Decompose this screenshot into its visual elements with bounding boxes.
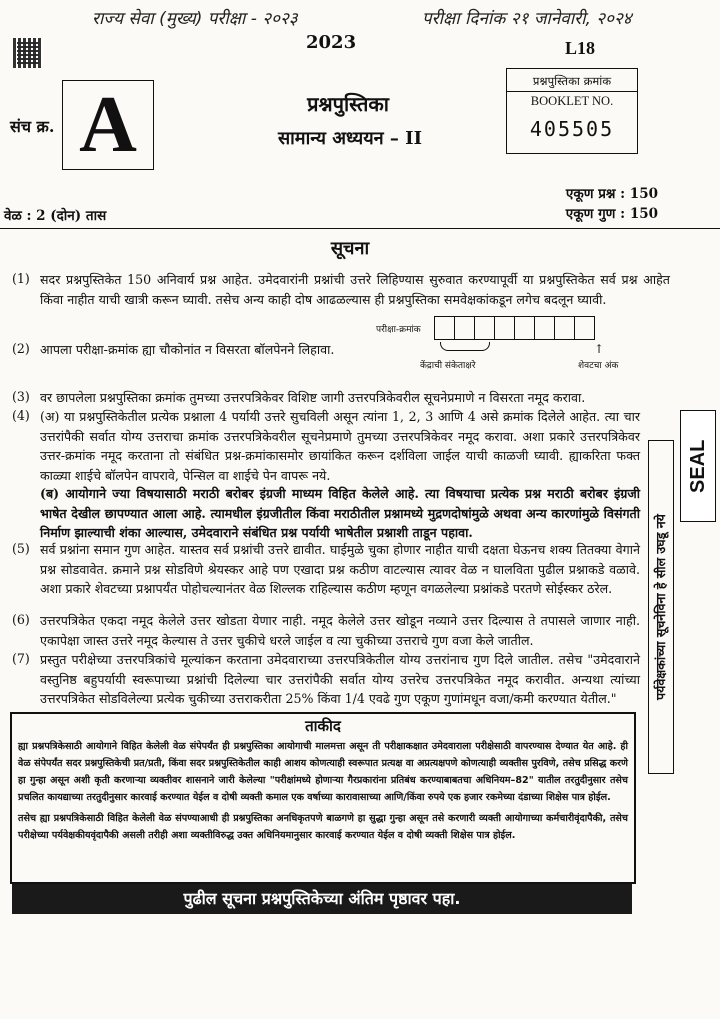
roll-digit-box[interactable] (574, 316, 595, 340)
booklet-no-label-en: BOOKLET NO. (507, 91, 637, 109)
warning-paragraph-2: तसेच ह्या प्रश्नपत्रिकेसाठी विहित केलेली वेळ संपण्याआधी ही प्रश्नपुस्तिका अनधिकृतपणे बाळगणे हा सुद्धा गुन्हा असून तसे करणारी व्यक्ती आयोगाच्या कर्मचारीवृंदापैकी, तसेच परीक्षेच्या पर्यवेक्षकीयवृंदापैकी असली तरीही अशा व्यक्तीविरुद्ध उक्त अधिनियमानुसार कारवाई करण्यात येईल व दोषी व्यक्ती शिक्षेस पात्र होईल. (18, 813, 628, 841)
brace (440, 342, 490, 351)
roll-number-boxes[interactable] (434, 316, 594, 340)
subject-title: सामान्य अध्ययन – II (277, 128, 423, 149)
item-number: (5) (12, 541, 30, 556)
roll-digit-box[interactable] (514, 316, 535, 340)
seal-box (680, 410, 716, 522)
booklet-title: प्रश्नपुस्तिका (307, 92, 389, 116)
last-digit-label: शेवटचा अंक (578, 361, 619, 371)
roll-box-label: परीक्षा-क्रमांक (376, 325, 421, 335)
item-number: (7) (12, 651, 30, 666)
handwritten-exam-date: परीक्षा दिनांक २१ जानेवारी, २०२४ (422, 9, 632, 29)
item-number: (6) (12, 612, 30, 627)
item-number: (3) (12, 389, 30, 404)
header-divider (0, 228, 720, 229)
set-letter-box (62, 80, 154, 170)
booklet-no-label-mr: प्रश्नपुस्तिका क्रमांक (532, 74, 612, 88)
set-letter: A (79, 81, 137, 169)
paper-code: L18 (565, 38, 596, 58)
roll-digit-box[interactable] (534, 316, 555, 340)
booklet-number: 405505 (529, 117, 615, 141)
instruction-item: वर छापलेला प्रश्नपुस्तिका क्रमांक तुमच्या उत्तरपत्रिकेवर विशिष्ट जागी उत्तरपत्रिकेवरील सूचनेप्रमाणे न विसरता नमूद करावा. (40, 390, 586, 405)
item-number: (4) (12, 408, 30, 423)
warning-heading: ताकीद (305, 717, 341, 735)
seal-warning-text: पर्यवेक्षकांच्या सूचनेविना हे सील उघडू नये (653, 514, 668, 700)
booklet-number-box (506, 68, 638, 154)
total-marks: एकूण गुण : 150 (565, 206, 658, 222)
roll-digit-box[interactable] (434, 316, 455, 340)
item-number: (2) (12, 341, 30, 356)
handwritten-exam-name: राज्य सेवा (मुख्य) परीक्षा - २०२३ (92, 9, 298, 29)
set-label: संच क्र. (10, 117, 55, 136)
time-duration: वेळ : 2 (दोन) तास (4, 208, 107, 224)
instruction-item: आपला परीक्षा-क्रमांक ह्या चौकोनांत न विसरता बॉलपेनने लिहावा. (40, 342, 335, 357)
roll-digit-box[interactable] (554, 316, 575, 340)
instruction-item: उत्तरपत्रिकेत एकदा नमूद केलेले उत्तर खोडता येणार नाही. नमूद केलेले उत्तर खोडून नव्याने उत्तर दिल्यास ते तपासले जाणार नाही. एकापेक्षा जास्त उत्तरे नमूद केल्यास ते उत्तर चुकीचे धरले जाईल व त्या चुकीच्या उत्तराचे गुण वजा केले जातील. (40, 613, 640, 648)
instruction-item: (अ) या प्रश्नपुस्तिकेतील प्रत्येक प्रश्नाला 4 पर्यायी उत्तरे सुचविली असून त्यांना 1, 2, 3 आणि 4 असे क्रमांक दिलेले आहेत. त्या चार उत्तरांपैकी सर्वात योग्य उत्तराचा क्रमांक उत्तरपत्रिकेवरील सूचनेप्रमाणे तुमच्या उत्तरपत्रिकेवर नमूद करावा. अशा प्रकारे उत्तरपत्रिकेवर उत्तर-क्रमांक नमूद करताना तो संबंधित प्रश्न-क्रमांकासमोर छायांकित करून दर्शविला जाईल याची काळजी घ्यावी. ह्याकरिता फक्त काळ्या शाईचे बॉलपेन वापरावे, पेन्सिल वा शाईचे पेन वापरू नये. (40, 409, 640, 483)
year: 2023 (306, 32, 357, 53)
roll-digit-box[interactable] (454, 316, 475, 340)
next-instructions-banner: पुढील सूचना प्रश्नपुस्तिकेच्या अंतिम पृष्ठावर पहा. (12, 884, 632, 914)
instruction-item: सर्व प्रश्नांना समान गुण आहेत. यास्तव सर्व प्रश्नांची उत्तरे द्यावीत. घाईमुळे चुका होणार नाहीत याची दक्षता घेऊनच शक्य तितक्या वेगाने प्रश्न सोडवावेत. क्रमाने प्रश्न सोडविणे श्रेयस्कर आहे पण एखादा प्रश्न कठीण वाटल्यास त्यावर वेळ न घालविता पुढील प्रश्नाकडे वळावे. अशा प्रकारे शेवटच्या प्रश्नापर्यंत पोहोचल्यानंतर वेळ शिल्लक राहिल्यास कठीण म्हणून वगळलेल्या प्रश्नांकडे परतणे सोईस्कर ठरेल. (40, 542, 640, 596)
arrow-up-icon: ↑ (594, 342, 605, 356)
centre-code-label: केंद्राची संकेताक्षरे (420, 361, 476, 371)
roll-digit-box[interactable] (494, 316, 515, 340)
instruction-item: (ब) आयोगाने ज्या विषयासाठी मराठी बरोबर इंग्रजी माध्यम विहित केलेले आहे. त्या विषयाचा प्रत्येक प्रश्न मराठी बरोबर इंग्रजी भाषेत देखील छापण्यात आला आहे. त्यामधील इंग्रजीतील किंवा मराठीतील प्रश्नामध्ये मुद्रणदोषांमुळे अथवा अन्य कारणांमुळे विसंगती निर्माण झाल्याची शंका आल्यास, उमेदवाराने संबंधित प्रश्न पर्यायी भाषेतील प्रश्नाशी ताडून पहावा. (40, 486, 640, 540)
total-questions: एकूण प्रश्न : 150 (565, 186, 658, 202)
qr-code (13, 38, 43, 68)
item-number: (1) (12, 271, 30, 286)
instructions-heading: सूचना (330, 238, 370, 259)
instruction-item: सदर प्रश्नपुस्तिकेत 150 अनिवार्य प्रश्न आहेत. उमेदवारांनी प्रश्नांची उत्तरे लिहिण्यास सुरुवात करण्यापूर्वी या प्रश्नपुस्तिकेत सर्व प्रश्न आहेत किंवा नाहीत याची खात्री करून घ्यावी. तसेच अन्य काही दोष आढळल्यास ही प्रश्नपुस्तिका समवेक्षकांकडून लगेच बदलून घ्यावी. (40, 272, 670, 307)
warning-paragraph-1: ह्या प्रश्नपत्रिकेसाठी आयोगाने विहित केलेली वेळ संपेपर्यंत ही प्रश्नपुस्तिका आयोगाची मालमत्ता असून ती परीक्षाकक्षात उमेदवाराला परीक्षेसाठी वापरण्यास देण्यात येत आहे. ही वेळ संपेपर्यंत सदर प्रश्नपुस्तिकेची प्रत/प्रती, किंवा सदर प्रश्नपुस्तिकेतील काही आशय कोणत्याही स्वरूपात प्रत्यक्ष वा अप्रत्यक्षपणे कोणत्याही व्यक्तीस पुरविणे, तसेच प्रसिद्ध करणे हा गुन्हा असून अशी कृती करणाऱ्या व्यक्तीवर शासनाने जारी केलेल्या "परीक्षांमध्ये होणाऱ्या गैरप्रकारांना प्रतिबंध करण्याबाबतचा अधिनियम–82" यातील तरतुदीनुसार तसेच प्रचलित कायद्याच्या तरतुदीनुसार कारवाई करण्यात येईल व दोषी व्यक्ती कमाल एक वर्षाच्या कारावासाच्या आणि/किंवा रुपये एक हजार रकमेच्या दंडाच्या शिक्षेस पात्र होईल. (18, 741, 628, 803)
roll-digit-box[interactable] (474, 316, 495, 340)
warning-box (10, 712, 636, 884)
seal-warning-strip (648, 440, 674, 774)
instruction-item: प्रस्तुत परीक्षेच्या उत्तरपत्रिकांचे मूल्यांकन करताना उमेदवाराच्या उत्तरपत्रिकेतील योग्य उत्तरांनाच गुण दिले जातील. तसेच "उमेदवाराने वस्तुनिष्ठ बहुपर्यायी स्वरूपाच्या प्रश्नांची दिलेल्या चार उत्तरांपैकी सर्वात योग्य उत्तरेच उत्तरपत्रिकेत नमूद करावीत. अन्यथा त्यांच्या उत्तरपत्रिकेत सोडविलेल्या प्रत्येक चुकीच्या उत्तराकरीता 25% किंवा 1/4 एवढे गुण एकूण गुणांमधून वजा/कमी करण्यात येतील." (40, 652, 640, 706)
seal-label: SEAL (687, 439, 709, 493)
